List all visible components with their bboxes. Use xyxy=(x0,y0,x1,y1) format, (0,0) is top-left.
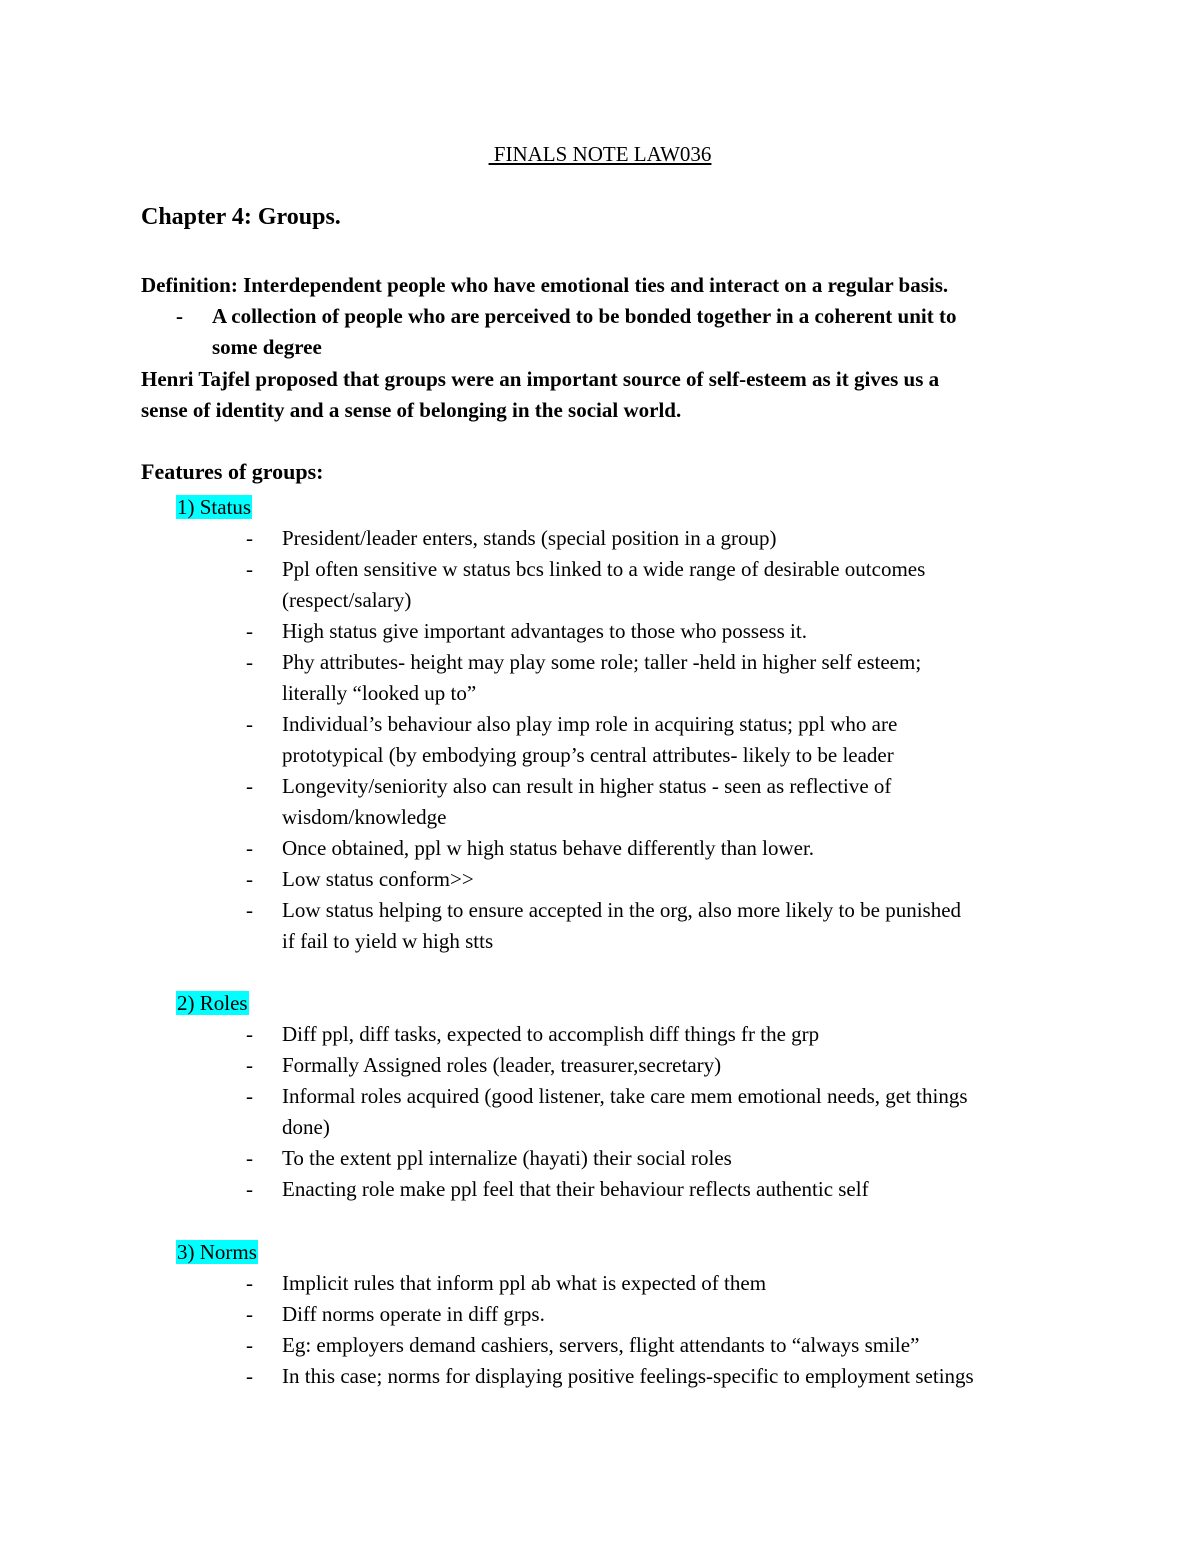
norms-label: 3) Norms xyxy=(177,1240,257,1264)
status-bullet-3: Phy attributes- height may play some role; taller -held in higher self esteem; xyxy=(282,650,922,674)
norms-bullet-1: Diff norms operate in diff grps. xyxy=(282,1302,545,1326)
status-bullet-7: Low status conform>> xyxy=(282,867,474,891)
features-heading: Features of groups: xyxy=(141,459,324,484)
status-dash-4: - xyxy=(246,712,253,736)
status-bullet-4: Individual’s behaviour also play imp role in acquiring status; ppl who are xyxy=(282,712,898,736)
status-bullet-3-cont: literally “looked up to” xyxy=(282,681,477,705)
tajfel-line-2: sense of identity and a sense of belonging in the social world. xyxy=(141,398,682,422)
norms-dash-2: - xyxy=(246,1333,253,1357)
roles-heading xyxy=(176,989,249,1017)
roles-bullet-1: Formally Assigned roles (leader, treasurer,secretary) xyxy=(282,1053,722,1077)
document-title: FINALS NOTE LAW036 xyxy=(488,142,712,166)
status-bullet-2: High status give important advantages to those who possess it. xyxy=(282,619,807,643)
status-dash-2: - xyxy=(246,619,253,643)
norms-dash-1: - xyxy=(246,1302,253,1326)
status-dash-3: - xyxy=(246,650,253,674)
roles-dash-2: - xyxy=(246,1084,253,1108)
status-dash-1: - xyxy=(246,557,253,581)
status-bullet-8-cont: if fail to yield w high stts xyxy=(282,929,494,953)
status-dash-0: - xyxy=(246,526,253,550)
roles-bullet-3: To the extent ppl internalize (hayati) their social roles xyxy=(282,1146,732,1170)
status-bullet-8: Low status helping to ensure accepted in the org, also more likely to be punished xyxy=(282,898,962,922)
status-bullet-0: President/leader enters, stands (special position in a group) xyxy=(282,526,777,550)
roles-bullet-0: Diff ppl, diff tasks, expected to accomplish diff things fr the grp xyxy=(282,1022,820,1046)
chapter-heading: Chapter 4: Groups. xyxy=(141,204,341,230)
roles-bullet-2-cont: done) xyxy=(282,1115,330,1139)
roles-label: 2) Roles xyxy=(177,991,248,1015)
status-dash-7: - xyxy=(246,867,253,891)
roles-dash-3: - xyxy=(246,1146,253,1170)
norms-dash-3: - xyxy=(246,1364,253,1388)
status-bullet-5: Longevity/seniority also can result in higher status - seen as reflective of xyxy=(282,774,892,798)
norms-bullet-2: Eg: employers demand cashiers, servers, flight attendants to “always smile” xyxy=(282,1333,920,1357)
roles-dash-4: - xyxy=(246,1177,253,1201)
status-dash-5: - xyxy=(246,774,253,798)
status-dash-6: - xyxy=(246,836,253,860)
definition-text: Definition: Interdependent people who have emotional ties and interact on a regular basis. xyxy=(141,273,949,297)
roles-dash-0: - xyxy=(246,1022,253,1046)
status-bullet-5-cont: wisdom/knowledge xyxy=(282,805,447,829)
status-bullet-4-cont: prototypical (by embodying group’s central attributes- likely to be leader xyxy=(282,743,894,767)
norms-bullet-3: In this case; norms for displaying positive feelings-specific to employment setings xyxy=(282,1364,974,1388)
definition-sub-line-1: A collection of people who are perceived to be bonded together in a coherent unit to xyxy=(212,304,957,328)
norms-dash-0: - xyxy=(246,1271,253,1295)
definition-sub-line-2: some degree xyxy=(212,335,322,359)
norms-heading xyxy=(176,1238,258,1266)
status-dash-8: - xyxy=(246,898,253,922)
roles-bullet-4: Enacting role make ppl feel that their behaviour reflects authentic self xyxy=(282,1177,869,1201)
status-bullet-6: Once obtained, ppl w high status behave differently than lower. xyxy=(282,836,815,860)
roles-bullet-2: Informal roles acquired (good listener, take care mem emotional needs, get things xyxy=(282,1084,968,1108)
status-label: 1) Status xyxy=(177,495,252,519)
roles-dash-1: - xyxy=(246,1053,253,1077)
norms-bullet-0: Implicit rules that inform ppl ab what is expected of them xyxy=(282,1271,767,1295)
tajfel-line-1: Henri Tajfel proposed that groups were an important source of self-esteem as it gives us a xyxy=(141,367,940,391)
status-bullet-1: Ppl often sensitive w status bcs linked to a wide range of desirable outcomes xyxy=(282,557,926,581)
status-heading xyxy=(176,493,252,521)
status-bullet-1-cont: (respect/salary) xyxy=(282,588,412,612)
definition-dash: - xyxy=(176,304,183,328)
